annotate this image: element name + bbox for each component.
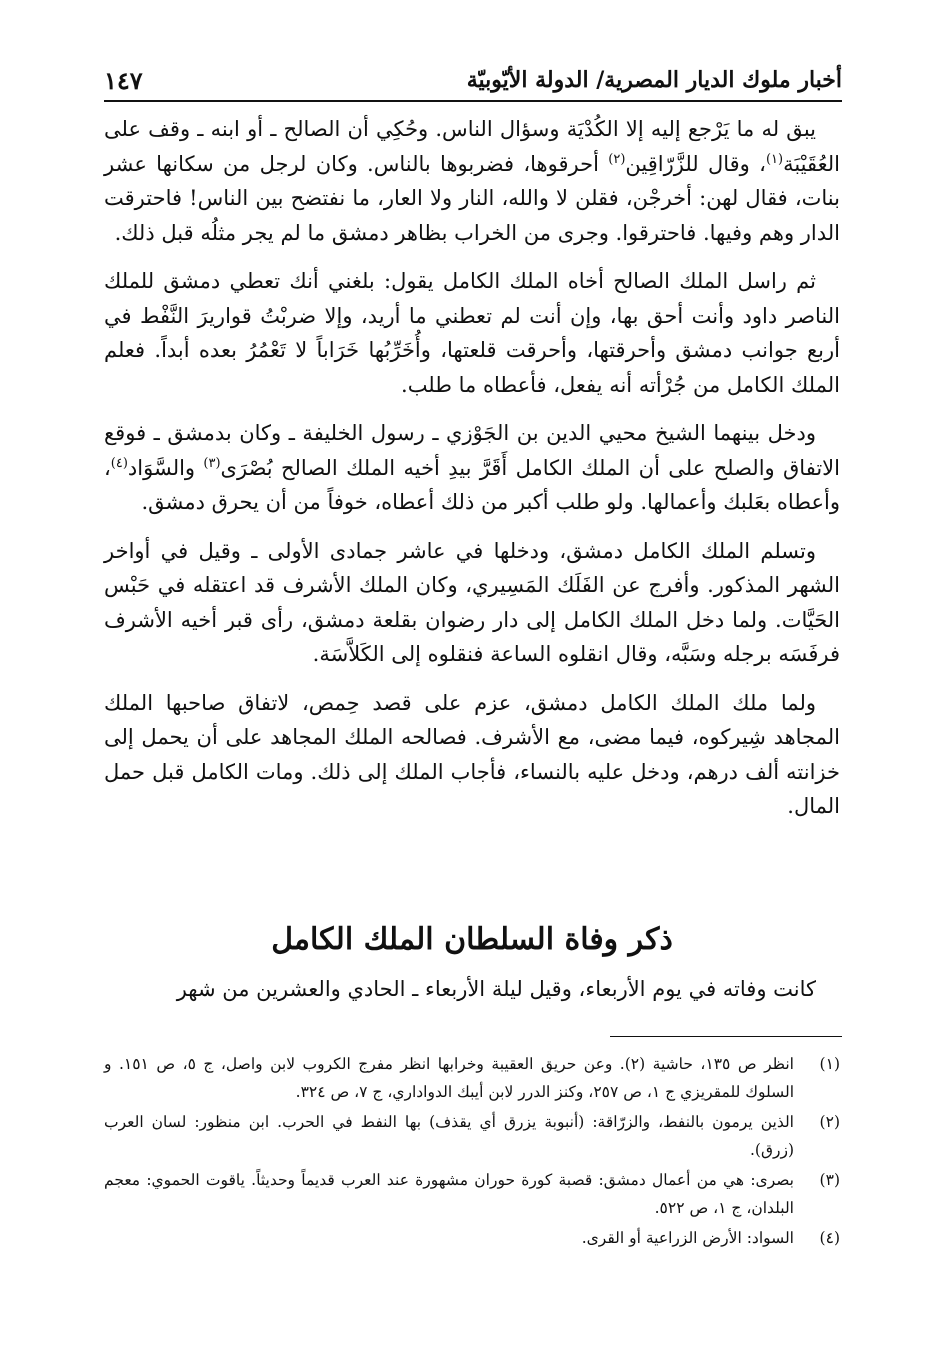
paragraph	[104, 112, 840, 250]
paragraph: ثم راسل الملك الصالح أخاه الملك الكامل يقول: بلغني أنك تعطي دمشق للملك الناصر داود وأنت أحق بها، وإن أنت لم تعطني ما أريد، وإلا ضربْتُ قواريرَ النَّفْط في أربع جوانب دمشق وأحرقتها، وأحرقت قلعتها، وأُخَرِّبُها خَرَاباً لا تَعْمُرُ بعده أبداً. فعلم الملك الكامل من جُرْأته أنه يفعل، فأعطاه ما طلب.	[104, 269, 840, 397]
footnote	[104, 1224, 840, 1252]
paragraph: ولما ملك الملك الكامل دمشق، عزم على قصد حِمص، لاتفاق صاحبها الملك المجاهد شِيركوه، فيما مضى، مع الأشرف. فصالحه الملك المجاهد على أن يحمل إلى خزانته ألف درهم، ودخل عليه بالنساء، فأجاب الملك إلى ذلك. ومات الكامل قبل حمل المال.	[104, 690, 840, 818]
paragraph	[104, 416, 840, 520]
footnote-ref: (٤)	[110, 455, 128, 471]
paragraph-text: ودخل بينهما الشيخ محيي الدين بن الجَوْزي ـ رسول الخليفة ـ وكان بدمشق ـ فوقع الاتفاق والصلح على أن الملك الكامل أَقَرَّ بيدِ أخيه الملك الصالح بُصْرَى	[104, 421, 840, 480]
main-text	[104, 112, 840, 838]
footnote-number: (١)	[819, 1055, 840, 1073]
paragraph-text: ، وقال للزَّرّاقِين	[625, 151, 766, 176]
page-number: ١٤٧	[104, 65, 143, 95]
footnotes	[104, 1050, 840, 1254]
footnote-number: (٢)	[819, 1113, 840, 1131]
footnote	[104, 1166, 840, 1222]
footnote-number: (٣)	[819, 1171, 840, 1189]
footnote	[104, 1050, 840, 1106]
header-title: أخبار ملوك الديار المصرية/ الدولة الأيّوبيّة	[466, 67, 842, 93]
paragraph-text: والسَّوَاد	[127, 455, 204, 480]
footnote-text: السواد: الأرض الزراعية أو القرى.	[581, 1229, 794, 1247]
section-heading: ذكر وفاة السلطان الملك الكامل	[271, 922, 673, 957]
paragraph-text: يبق له ما يَرْجع إليه إلا الكُدْيَة وسؤال الناس. وحُكِي أن الصالح ـ أو ابنه ـ وقف على العُقَيْبَة	[104, 117, 840, 176]
section-text: كانت وفاته في يوم الأربعاء، وقيل ليلة الأربعاء ـ الحادي والعشرين من شهر	[176, 977, 816, 1001]
footnote-ref: (٣)	[203, 455, 221, 471]
paragraph-text: ، وأعطاه بعَلبك وأعمالها. ولو طلب أكبر من ذلك أعطاه، خوفاً من أن يحرق دمشق.	[104, 455, 840, 514]
paragraph: وتسلم الملك الكامل دمشق، ودخلها في عاشر جمادى الأولى ـ وقيل في أواخر الشهر المذكور. وأفرج عن الفَلَك المَسِيري، وكان الملك الأشرف قد اعتقله في حَبْس الحَيَّات. ولما دخل الملك الكامل إلى دار رضوان بقلعة دمشق، رأى قبر أخيه الأشرف فرفَسَه برجله وسَبَّه، وقال انقلوه الساعة فنقلوه إلى الكَلاَّسَة.	[104, 538, 840, 666]
footnote-number: (٤)	[819, 1229, 840, 1247]
footnote-text: الذين يرمون بالنفط، والزرّاقة: (أنبوبة يزرق أي يقذف) بها النفط في الحرب. ابن منظور: لسان العرب (زرق).	[104, 1113, 794, 1159]
footnote-divider	[610, 1036, 842, 1037]
footnote-text: انظر ص ١٣٥، حاشية (٢). وعن حريق العقيبة وخرابها انظر مفرج الكروب لابن واصل، ج ٥، ص ١٥١. و السلوك للمقريزي ج ١، ص ٢٥٧، وكنز الدرر لابن أيبك الدواداري، ج ٧، ص ٣٢٤.	[104, 1055, 794, 1101]
paragraph-text: أحرقوها، فضربوها بالناس. وكان لرجل من سكانها عشر بنات، فقال لهن: أخرجْن، فقلن لا والله، النار ولا العار، ما نفتضح بين الناس! فاحترقت الدار وهم وفيها. فاحترقوا. وجرى من الخراب بظاهر دمشق ما لم يجر مثلُه قبل ذلك.	[104, 151, 840, 245]
footnote-text: بصرى: هي من أعمال دمشق: قصبة كورة حوران مشهورة عند العرب قديماً وحديثاً. ياقوت الحموي: معجم البلدان، ج ١، ص ٥٢٢.	[104, 1171, 794, 1217]
footnote-ref: (٢)	[608, 151, 626, 167]
footnote	[104, 1108, 840, 1164]
running-header	[104, 60, 842, 102]
footnote-ref: (١)	[765, 151, 784, 167]
